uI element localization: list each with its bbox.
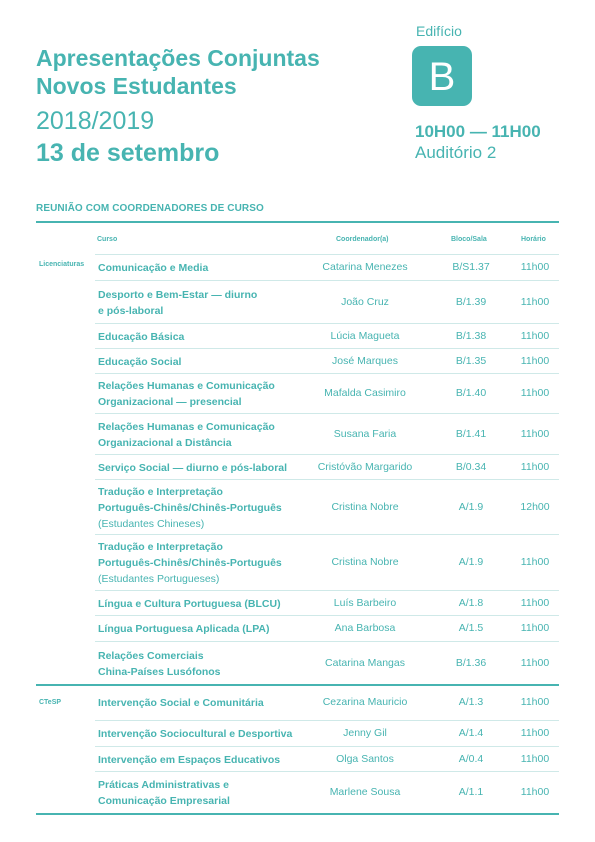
coordinator-name: Lúcia Magueta	[330, 330, 400, 342]
table-row	[95, 454, 559, 480]
coordinator-name: Cristóvão Margarido	[317, 461, 413, 473]
course-name-line: Educação Básica	[98, 331, 185, 343]
course-name	[98, 354, 181, 370]
room-code: A/1.5	[458, 622, 484, 634]
course-name-line: Língua e Cultura Portuguesa (BLCU)	[98, 598, 281, 610]
meeting-time: 11h00	[520, 622, 550, 634]
table-row	[95, 720, 559, 747]
course-name	[98, 648, 221, 680]
column-header-curso: Curso	[97, 236, 118, 243]
column-header-horario: Horário	[521, 236, 546, 243]
table-row	[95, 373, 559, 414]
course-name	[98, 695, 264, 711]
course-name	[98, 378, 275, 410]
coordinator-name: Marlene Sousa	[329, 786, 401, 798]
course-name	[98, 596, 281, 612]
room-code: A/1.1	[458, 786, 484, 798]
course-name-line: Serviço Social — diurno e pós-laboral	[98, 462, 288, 474]
course-name-line: Intervenção Sociocultural e Desportiva	[98, 728, 293, 740]
coordinator-name: Mafalda Casimiro	[324, 387, 406, 399]
room-code: A/1.9	[458, 501, 484, 513]
course-name-line: Português-Chinês/Chinês-Português	[98, 502, 282, 514]
meeting-time: 11h00	[520, 727, 550, 739]
coordinator-name: Cristina Nobre	[331, 501, 399, 513]
table-row	[95, 280, 559, 324]
course-name	[98, 419, 275, 451]
meeting-time: 11h00	[520, 597, 550, 609]
course-name-line: Educação Social	[98, 356, 182, 368]
table-row	[95, 686, 559, 720]
meeting-time: 11h00	[520, 428, 550, 440]
meeting-time: 11h00	[520, 261, 550, 273]
event-time: 10H00 — 11H00	[415, 122, 541, 141]
meeting-time: 12h00	[520, 501, 550, 513]
building-label: Edifício	[416, 23, 462, 39]
table-row	[95, 746, 559, 772]
table-row	[95, 641, 559, 685]
meeting-time: 11h00	[520, 753, 550, 765]
coordinator-name: Cezarina Mauricio	[322, 696, 408, 708]
meeting-time: 11h00	[520, 657, 550, 669]
title-line-2: Novos Estudantes	[36, 73, 237, 99]
event-room: Auditório 2	[415, 143, 497, 162]
coordinator-name: Catarina Mangas	[325, 657, 405, 669]
course-name-line: Organizacional — presencial	[98, 396, 242, 408]
room-code: B/1.40	[455, 387, 487, 399]
coordinator-name: Catarina Menezes	[322, 261, 408, 273]
table-row	[95, 590, 559, 616]
table-top-rule	[36, 221, 559, 223]
table-row	[95, 323, 559, 349]
course-name-line: Tradução e Interpretação	[98, 541, 223, 553]
coordinator-name: João Cruz	[341, 296, 389, 308]
course-name-line: e pós-laboral	[98, 305, 164, 317]
course-name-line: Comunicação Empresarial	[98, 795, 230, 807]
event-date: 13 de setembro	[36, 139, 220, 167]
course-name-line: Tradução e Interpretação	[98, 486, 223, 498]
coordinator-name: José Marques	[332, 355, 398, 367]
course-name	[98, 460, 287, 476]
meeting-time: 11h00	[520, 696, 550, 708]
table-bottom-rule	[36, 813, 559, 815]
course-note: (Estudantes Chineses)	[98, 518, 205, 530]
room-code: B/1.35	[455, 355, 487, 367]
course-name	[98, 287, 257, 319]
room-code: B/1.38	[455, 330, 487, 342]
course-name-line: Práticas Administrativas e	[98, 779, 229, 791]
course-name	[98, 726, 292, 742]
coordinator-name: Ana Barbosa	[334, 622, 396, 634]
table-row	[95, 479, 559, 535]
room-code: A/1.4	[458, 727, 484, 739]
course-name	[98, 484, 282, 532]
course-name-line: Português-Chinês/Chinês-Português	[98, 557, 282, 569]
course-name-line: Desporto e Bem-Estar — diurno	[98, 289, 258, 301]
course-name	[98, 752, 280, 768]
course-name	[98, 260, 208, 276]
room-code: B/1.41	[455, 428, 487, 440]
course-name	[98, 621, 270, 637]
coordinator-name: Luís Barbeiro	[333, 597, 397, 609]
document-title	[36, 44, 320, 100]
meeting-time: 11h00	[520, 461, 550, 473]
room-code: B/0.34	[455, 461, 487, 473]
course-name-line: Comunicação e Media	[98, 262, 209, 274]
course-note: (Estudantes Portugueses)	[98, 573, 220, 585]
column-header-coordenador: Coordenador(a)	[336, 236, 389, 243]
course-name-line: Organizacional a Distância	[98, 437, 232, 449]
room-code: A/1.9	[458, 556, 484, 568]
meeting-time: 11h00	[520, 296, 550, 308]
meeting-time: 11h00	[520, 330, 550, 342]
column-header-bloco: Bloco/Sala	[451, 236, 487, 243]
building-letter-badge: B	[412, 46, 472, 106]
course-name-line: Intervenção em Espaços Educativos	[98, 754, 281, 766]
coordinator-name: Olga Santos	[336, 753, 394, 765]
table-row	[95, 534, 559, 591]
meeting-time: 11h00	[520, 786, 550, 798]
course-name	[98, 539, 282, 587]
course-name-line: Relações Humanas e Comunicação	[98, 421, 275, 433]
course-name-line: Relações Humanas e Comunicação	[98, 380, 275, 392]
room-code: A/1.3	[458, 696, 484, 708]
table-row	[95, 615, 559, 642]
coordinator-name: Cristina Nobre	[331, 556, 399, 568]
section-title: REUNIÃO COM COORDENADORES DE CURSO	[36, 203, 264, 214]
meeting-time: 11h00	[520, 556, 550, 568]
table-row	[95, 254, 559, 281]
coordinator-name: Susana Faria	[333, 428, 397, 440]
academic-year: 2018/2019	[36, 107, 155, 135]
course-name-line: Relações Comerciais	[98, 650, 204, 662]
room-code: B/1.39	[455, 296, 487, 308]
group-label-ctesp: CTeSP	[39, 699, 62, 706]
room-code: B/S1.37	[452, 261, 490, 273]
course-name-line: Intervenção Social e Comunitária	[98, 697, 264, 709]
meeting-time: 11h00	[520, 387, 550, 399]
room-code: B/1.36	[455, 657, 487, 669]
room-code: A/0.4	[458, 753, 484, 765]
table-row	[95, 771, 559, 814]
group-label-licenciaturas: Licenciaturas	[39, 261, 85, 268]
title-line-1: Apresentações Conjuntas	[36, 45, 320, 71]
course-name	[98, 329, 184, 345]
table-row	[95, 413, 559, 455]
course-name-line: Língua Portuguesa Aplicada (LPA)	[98, 623, 270, 635]
room-code: A/1.8	[458, 597, 484, 609]
table-row	[95, 348, 559, 374]
course-name-line: China-Países Lusófonos	[98, 666, 221, 678]
course-name	[98, 777, 230, 809]
meeting-time: 11h00	[520, 355, 550, 367]
coordinator-name: Jenny Gil	[343, 727, 387, 739]
